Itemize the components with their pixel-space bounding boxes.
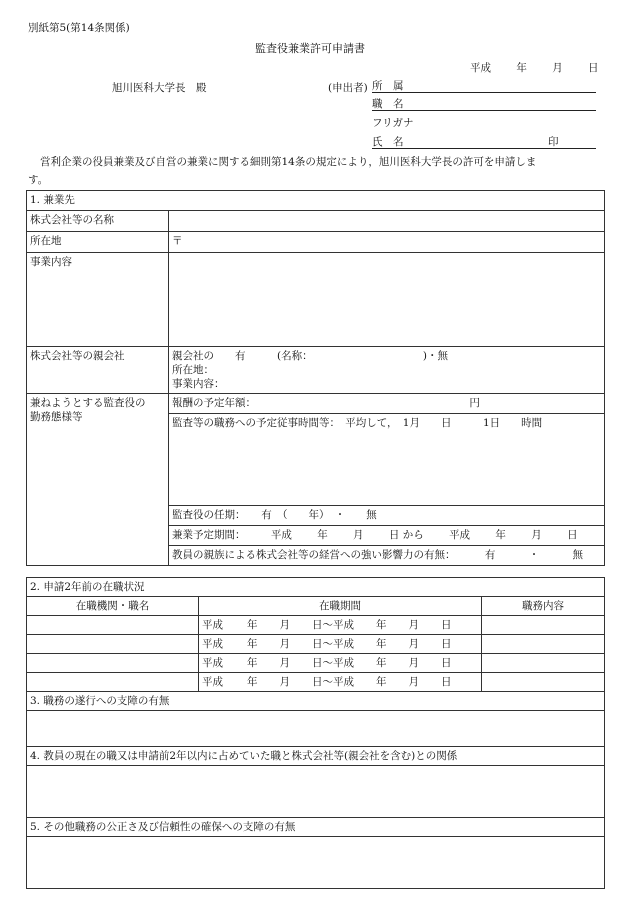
parent-line-2: 所在地： <box>172 364 214 376</box>
table-row <box>27 673 605 692</box>
section5-input[interactable] <box>27 837 605 889</box>
dept-field[interactable] <box>372 78 596 93</box>
period-input[interactable]: 兼業予定期間： 平成 年 月 日 から 平成 年 月 日 <box>169 526 605 546</box>
duty-input[interactable] <box>482 673 605 692</box>
duty-input[interactable] <box>482 635 605 654</box>
intro-line-1: 営利企業の役員兼業及び自営の兼業に関する細則第14条の規定により，旭川医科大学長の許可を申請しま <box>40 156 537 168</box>
date-era: 平成 <box>470 62 491 74</box>
parent-input[interactable] <box>169 347 605 394</box>
intro-line-2: す。 <box>28 174 49 186</box>
section4-title: 4. 教員の現在の職又は申請前2年以内に占めていた職と株式会社等(親会社を含む)との関係 <box>27 747 605 766</box>
date-month: 月 <box>552 62 563 74</box>
col-org-header: 在職機関・職名 <box>27 597 199 616</box>
applicant-label: (申出者) <box>328 82 368 94</box>
business-label: 事業内容 <box>27 253 169 347</box>
form-reference: 別紙第5(第14条関係) <box>28 22 130 34</box>
table-row <box>27 616 605 635</box>
address-label: 所在地 <box>27 232 169 253</box>
name-field[interactable] <box>372 134 596 149</box>
table-row <box>27 635 605 654</box>
section2-table <box>26 577 605 692</box>
business-input[interactable] <box>169 253 605 347</box>
form-title: 監査役兼業許可申請書 <box>255 42 365 55</box>
name-label: 氏 名 <box>372 136 404 148</box>
section1-title: 1. 兼業先 <box>27 191 605 211</box>
period-cell[interactable]: 平成 年 月 日～平成 年 月 日 <box>199 654 482 673</box>
parent-label: 株式会社等の親会社 <box>27 347 169 394</box>
furigana-field[interactable] <box>372 115 596 129</box>
section1-table <box>26 190 605 566</box>
company-name-label: 株式会社等の名称 <box>27 211 169 232</box>
position-label: 職 名 <box>372 98 404 110</box>
col-duty-header: 職務内容 <box>482 597 605 616</box>
company-name-input[interactable] <box>169 211 605 232</box>
parent-line-3: 事業内容： <box>172 378 225 390</box>
influence-no[interactable]: 無 <box>572 549 584 561</box>
date-year: 年 <box>516 62 527 74</box>
fee-label: 報酬の予定年額： <box>172 397 256 409</box>
period-label: 兼業予定期間： <box>172 529 246 541</box>
period-cell[interactable]: 平成 年 月 日～平成 年 月 日 <box>199 616 482 635</box>
work-label <box>27 394 169 566</box>
duty-input[interactable] <box>482 616 605 635</box>
address-input[interactable] <box>169 232 605 253</box>
org-input[interactable] <box>27 673 199 692</box>
influence-input[interactable] <box>169 546 605 566</box>
org-input[interactable] <box>27 616 199 635</box>
section5-title: 5. その他職務の公正さ及び信頼性の確保への支障の有無 <box>27 818 605 837</box>
date-line <box>470 60 599 75</box>
section3-input[interactable] <box>27 711 605 747</box>
influence-dot: ・ <box>528 549 540 561</box>
seal-mark: 印 <box>548 136 559 148</box>
parent-line-1: 親会社の 有 (名称： )・無 <box>172 350 448 362</box>
influence-label: 教員の親族による株式会社等の経営への強い影響力の有無： <box>172 549 456 561</box>
date-day: 日 <box>588 62 599 74</box>
furigana-label: フリガナ <box>372 117 414 129</box>
hours-input[interactable]: 監査等の職務への予定従事時間等： 平均して， 1月 日 1日 時間 <box>169 414 605 506</box>
period-cell[interactable]: 平成 年 月 日～平成 年 月 日 <box>199 673 482 692</box>
org-input[interactable] <box>27 635 199 654</box>
org-input[interactable] <box>27 654 199 673</box>
section3-5-table <box>26 691 605 889</box>
section4-input[interactable] <box>27 766 605 818</box>
fee-input[interactable] <box>169 394 605 414</box>
col-period-header: 在職期間 <box>199 597 482 616</box>
work-label-line-2: 勤務態様等 <box>30 411 83 423</box>
addressee: 旭川医科大学長 殿 <box>112 82 207 94</box>
period-cell[interactable]: 平成 年 月 日～平成 年 月 日 <box>199 635 482 654</box>
duty-input[interactable] <box>482 654 605 673</box>
fee-unit: 円 <box>469 397 480 409</box>
position-field[interactable] <box>372 96 596 111</box>
section2-title: 2. 申請2年前の在職状況 <box>27 578 605 597</box>
postal-mark: 〒 <box>172 235 183 247</box>
section3-title: 3. 職務の遂行への支障の有無 <box>27 692 605 711</box>
table-row <box>27 654 605 673</box>
term-input[interactable]: 監査役の任期： 有 （ 年） ・ 無 <box>169 506 605 526</box>
dept-label: 所 属 <box>372 80 404 92</box>
work-label-line-1: 兼ねようとする監査役の <box>30 397 146 409</box>
influence-yes[interactable]: 有 <box>484 549 496 561</box>
